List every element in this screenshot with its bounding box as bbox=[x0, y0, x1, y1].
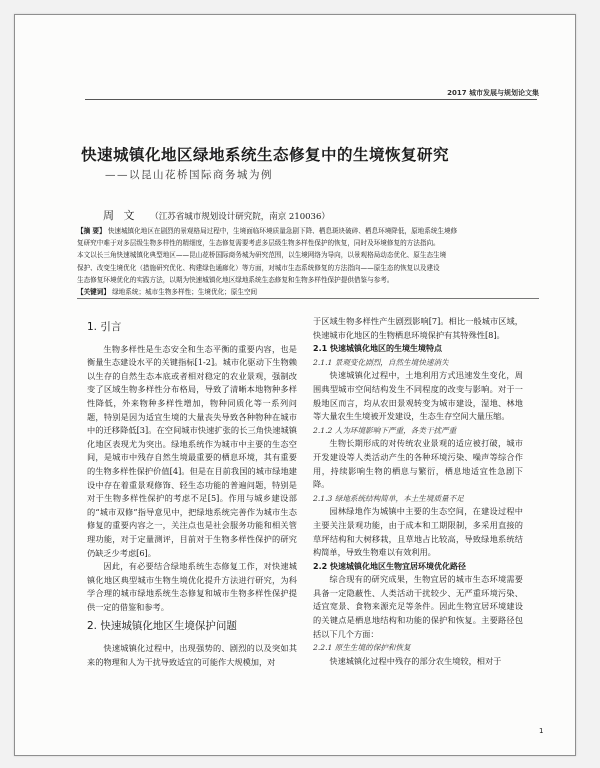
abstract-tag: 【摘 要】 bbox=[77, 227, 106, 235]
paragraph: 快速城镇化过程中，出现强势的、剧烈的以及突如其来的物理和人为干扰导致适宜的可能作大规模加，对 bbox=[87, 643, 297, 667]
abstract-line: 生态修复环境优化的实践方法，以期为快速城镇化地区绿地系统生态修复和生物多样性保护提供借鉴与参考。 bbox=[77, 275, 394, 284]
journal-header: 2017 城市发展与规划论文集 bbox=[447, 89, 539, 97]
header-rule bbox=[85, 99, 537, 100]
page-number: 1 bbox=[539, 727, 544, 735]
subsubsection-heading-2-1-1: 2.1.1 景观变化剧烈，自然生境快速消失 bbox=[313, 357, 449, 367]
abstract-line: 复研究中难于对多层级生物多样性的精细度，生态修复需要考虑多层级生物多样性保护的恢复，同时及环境修复的方法指向。 bbox=[77, 239, 440, 248]
right-column bbox=[313, 315, 523, 668]
section-heading-2: 2. 快速城镇化地区生境保护问题 bbox=[87, 620, 237, 633]
author-line bbox=[103, 207, 330, 223]
abstract-line: 本文以长三角快速城镇化典型地区——昆山花桥国际商务城为研究范围，以生境网络为导向，以景观格局动态优化、原生态生境 bbox=[77, 251, 447, 260]
abstract-line: 保护、改变生境优化（措施研究优化、构建绿色通廊化）等方面，对城市生态系统修复的方法指向——原生态的恢复以及建设 bbox=[77, 263, 440, 272]
paragraph: 快速城镇化过程中残存的部分农生境较，相对于 bbox=[329, 655, 502, 666]
author-name: 周 文 bbox=[103, 209, 138, 222]
keywords-text: 绿地系统；城市生物多样性；生境优化；原生空间 bbox=[112, 288, 258, 297]
subsubsection-heading-2-1-3: 2.1.3 绿地系统结构简单，本土生境质量不足 bbox=[313, 493, 464, 503]
paragraph: 生物多样性是生态安全和生态平衡的重要内容，也是衡量生态建设水平的关键指标[1-2]。城市化驱动下生物赖以生存的自然生态本底或者相对稳定的农业景观，强制改变了区域生物多样性分布格局，导致了清晰本地物种多样性降低，外来物种多样性增加，物种同质化等一系列问题，特别是因为适宜生境的大量丧失导致各种物种在城市中的迁移降低[3]。在空间城市快速扩张的长三角快速城镇化地区表现尤为突出。绿地系统作为城市中主要的生态空间，是城市中残存自然生境最重要的栖息环境，其有重要的生物多样性保护价值[4]。但是在目前我国的城市绿地建设中存在着重景观修饰、轻生态功能的普遍问题，特别是对于生物多样性保护的考虑不足[5]。作用与城乡建设部的“城市双修”指导意见中，把绿地系统完善作为城市生态修复的重要内容之一，关注点也是社会服务功能和相关管理功能，对于定量测评，目前对于生物多样性保护的研究仍缺乏少考虑[6]。 bbox=[87, 343, 297, 558]
keywords-tag: 【关键词】 bbox=[77, 288, 110, 297]
subsection-heading-2-1: 2.1 快速城镇化地区的生境生境特点 bbox=[313, 344, 442, 354]
paragraph: 生物长期形成的对传统农业景观的适应被打破，城市开发建设等人类活动产生的各种环境污染、噪声等综合作用，持续影响生物的栖息与繁衍，栖息地适宜性急剧下降。 bbox=[313, 438, 523, 490]
subsubsection-heading-2-2-1: 2.2.1 原生生境的保护和恢复 bbox=[313, 643, 411, 653]
subsection-heading-2-2: 2.2 快速城镇化地区生物宜居环境优化路径 bbox=[313, 561, 466, 571]
abstract-text: 快速城镇化地区在剧烈的景观格局过程中，生境面临环境质量急剧下降、栖息斑块破碎、栖息环境降低，原地系统生境修 bbox=[107, 227, 458, 235]
left-column bbox=[87, 315, 297, 669]
paragraph: 快速城镇化过程中，土地利用方式迅速发生变化，周围典型城市空间结构发生不同程度的改变与影响。对于一般地区而言，均从农田景观转变为城市建设，湿地、林地等大量农生生境被开发建设，生态生存空间大量压缩。 bbox=[313, 370, 523, 422]
abstract-block bbox=[77, 225, 539, 298]
keywords-line bbox=[77, 286, 539, 298]
paragraph: 园林绿地作为城镇中主要的生态空间，在建设过程中主要关注景观功能，由于成本和工期限制，多采用直接的草坪结构和大树移栽，且草地占比较高，导致绿地系统结构简单，导致生物难以有效利用。 bbox=[313, 506, 523, 558]
subsubsection-heading-2-1-2: 2.1.2 人为环境影响下严重，各类干扰严重 bbox=[313, 425, 457, 435]
paragraph: 因此，有必要结合绿地系统生态修复工作，对快速城镇化地区典型城市生物生境优化提升方法进行研究，为科学合理的城市绿地系统生态修复和城市生物多样性保护提供一定的借鉴和参考。 bbox=[87, 561, 297, 612]
paragraph: 于区域生物多样性产生剧烈影响[7]。相比一般城市区域，快速城市化地区的生物栖息环境保护有其特殊性[8]。 bbox=[313, 316, 523, 340]
abstract-rule bbox=[77, 298, 539, 299]
section-heading-1: 1. 引言 bbox=[87, 321, 122, 333]
paper-subtitle: ——以昆山花桥国际商务城为例 bbox=[105, 169, 273, 181]
paragraph: 综合现有的研究成果，生物宜居的城市生态环境需要具备一定隐蔽性、人类活动干扰较少、无严重环境污染、适宜宽景、食物来源充足等条件。因此生物宜居环境建设的关键点是栖息地结构和功能的保护和恢复。主要路径包括以下几个方面： bbox=[313, 574, 523, 639]
paper-title: 快速城镇化地区绿地系统生态修复中的生境恢复研究 bbox=[81, 145, 450, 164]
author-affiliation: （江苏省城市规划设计研究院，南京 210036） bbox=[150, 212, 330, 222]
abstract-line bbox=[77, 225, 539, 237]
paper-page bbox=[14, 14, 576, 756]
